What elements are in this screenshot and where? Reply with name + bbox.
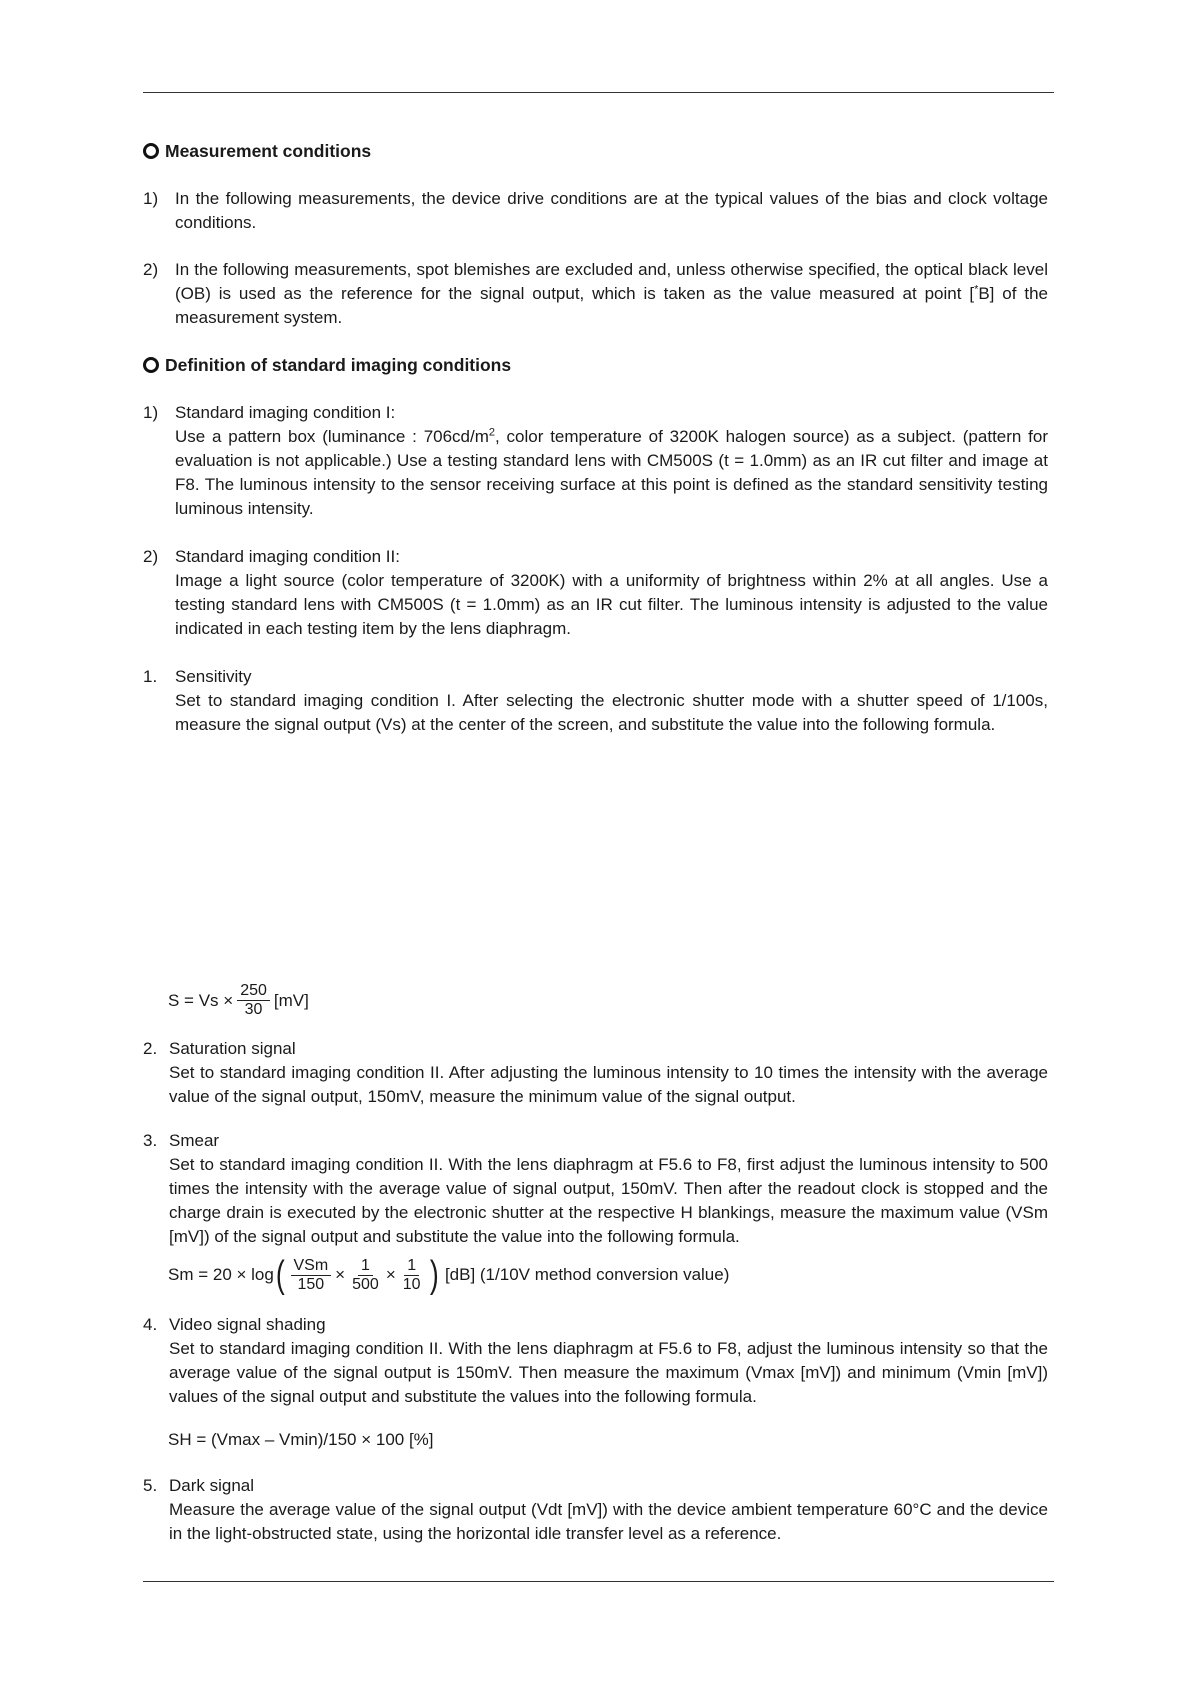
item-number: 2. [143,1039,158,1058]
sensitivity-formula: S = Vs × $\frac{250}{30}$ [mV] [168,982,309,1018]
saturation-section [143,1037,1048,1109]
section-text: Set to standard imaging condition II. With the lens diaphragm at F5.6 to F8, adjust the luminous intensity so that the average value of the signal output is 150mV. Then measure the maximum (Vmax [mV]) and minimum (Vmin [mV]) values of the signal output and substitute the values into the following formula. [169,1339,1048,1406]
item-number: 2) [143,260,159,279]
dark-signal-section [143,1474,1048,1546]
shading-formula: SH = (Vmax – Vmin)/150 × 100 [%] [168,1430,434,1449]
shading-section [143,1313,1048,1409]
section-title: Sensitivity [175,667,252,686]
condition-title: Standard imaging condition II: [175,547,400,566]
circle-bullet-icon [143,143,159,159]
circle-bullet-icon [143,357,159,373]
item-text: In the following measurements, spot blemishes are excluded and, unless otherwise specified, the optical black level (OB) is used as the reference for the signal output, which is taken as the value measured at point [*B] of the measurement system. [175,260,1048,327]
smear-section [143,1129,1048,1249]
measurement-conditions-section [143,139,1048,163]
section-text: Set to standard imaging condition II. After adjusting the luminous intensity to 10 times the intensity with the average value of the signal output, 150mV, measure the minimum value of the signal output. [169,1063,1048,1106]
smear-formula: Sm = 20 × log ( $\frac{\text{VSm}}{150}$ × $\frac{1}{500}$ × $\frac{1}{10}$ ) [dB] (1/10V method conversion value) [168,1254,730,1296]
definition-section [143,353,1048,377]
heading-text: Definition of standard imaging conditions [165,355,512,375]
section-title: Video signal shading [169,1315,326,1334]
section-text: Set to standard imaging condition I. After selecting the electronic shutter mode with a shutter speed of 1/100s, measure the signal output (Vs) at the center of the screen, and substitute the value into the following formula. [175,691,1048,734]
sensitivity-section [143,665,1048,737]
asterisk-mark: * [974,283,979,296]
item-number: 5. [143,1476,158,1495]
section-title: Dark signal [169,1476,255,1495]
item-number: 3. [143,1131,158,1150]
condition-text: Use a pattern box (luminance : $706cd/m^2$, color temperature of 3200K halogen source) as a subject. (pattern for evaluation is not applicable.) Use a testing standard lens with CM500S (t = 1.0mm) as an IR cut filter and image at F8. The luminous intensity to the sensor receiving surface at this point is defined as the standard sensitivity testing luminous intensity. [175,426,1048,518]
item-number: 4. [143,1315,158,1334]
measurement-item-1 [143,187,1048,235]
section-text: Set to standard imaging condition II. With the lens diaphragm at F5.6 to F8, first adjust the luminous intensity to 500 times the intensity with the average value of signal output, 150mV. Then after the readout clock is stopped and the charge drain is executed by the electronic shutter at the respective H blankings, measure the maximum value (VSm [mV]) of the signal output and substitute the value into the following formula. [169,1155,1048,1246]
item-number: 1) [143,189,159,208]
heading-text: Measurement conditions [165,141,372,161]
top-rule [143,92,1054,93]
definition-heading [143,353,1048,377]
measurement-conditions-heading [143,139,1048,163]
condition-text: Image a light source (color temperature of 3200K) with a uniformity of brightness within 2% at all angles. Use a testing standard lens with CM500S (t = 1.0mm) as an IR cut filter. The luminous intensity is adjusted to the value indicated in each testing item by the lens diaphragm. [175,571,1048,638]
section-title: Smear [169,1131,220,1150]
bottom-rule [143,1581,1054,1582]
imaging-condition-1 [143,401,1048,521]
item-number: 1) [143,403,159,422]
item-number: 2) [143,547,159,566]
item-text: In the following measurements, the device drive conditions are at the typical values of the bias and clock voltage conditions. [175,189,1048,232]
section-title: Saturation signal [169,1039,296,1058]
condition-title: Standard imaging condition I: [175,403,396,422]
section-text: Measure the average value of the signal output (Vdt [mV]) with the device ambient temperature 60°C and the device in the light-obstructed state, using the horizontal idle transfer level as a reference. [169,1500,1048,1543]
measurement-item-2 [143,258,1048,330]
imaging-condition-2 [143,545,1048,641]
item-number: 1. [143,667,158,686]
